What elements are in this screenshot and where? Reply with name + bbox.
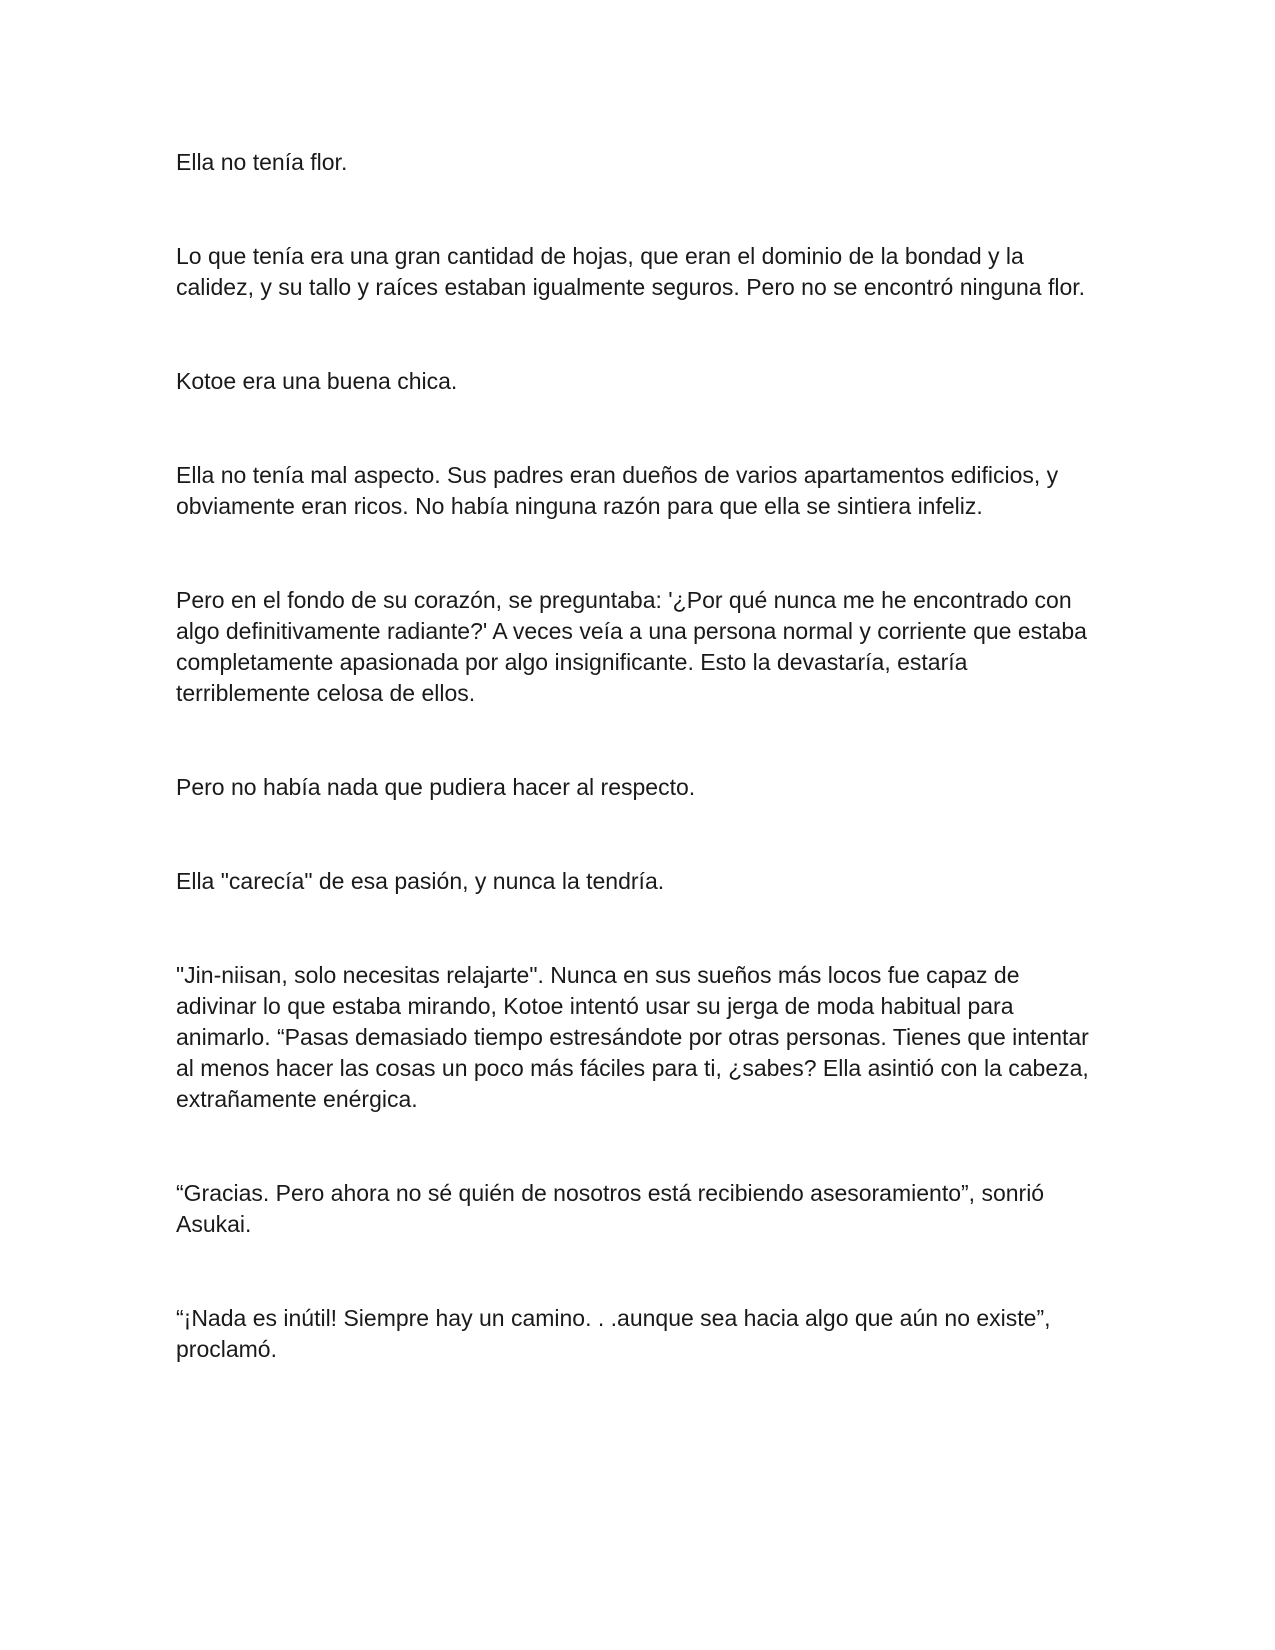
paragraph-5: Pero en el fondo de su corazón, se preguntaba: '¿Por qué nunca me he encontrado con algo definitivamente radiante?' A veces veía a una persona normal y corriente que estaba completamente apasionada por algo insignificante. Esto la devastaría, estaría terriblemente celosa de ellos. <box>176 587 1087 706</box>
paragraph-3: Kotoe era una buena chica. <box>176 368 458 394</box>
paragraph-8: "Jin-niisan, solo necesitas relajarte". Nunca en sus sueños más locos fue capaz de adivinar lo que estaba mirando, Kotoe intentó usar su jerga de moda habitual para animarlo. “Pasas demasiado tiempo estresándote por otras personas. Tienes que intentar al menos hacer las cosas un poco más fáciles para ti, ¿sabes? Ella asintió con la cabeza, extrañamente enérgica. <box>176 962 1089 1112</box>
paragraph-1: Ella no tenía flor. <box>176 149 348 175</box>
paragraph-4: Ella no tenía mal aspecto. Sus padres eran dueños de varios apartamentos edificios, y obviamente eran ricos. No había ninguna razón para que ella se sintiera infeliz. <box>176 462 1059 519</box>
paragraph-2: Lo que tenía era una gran cantidad de hojas, que eran el dominio de la bondad y la calidez, y su tallo y raíces estaban igualmente seguros. Pero no se encontró ninguna flor. <box>176 243 1086 300</box>
paragraph-9: “Gracias. Pero ahora no sé quién de nosotros está recibiendo asesoramiento”, sonrió Asukai. <box>176 1180 1045 1237</box>
paragraph-10: “¡Nada es inútil! Siempre hay un camino. . .aunque sea hacia algo que aún no existe”, proclamó. <box>176 1305 1051 1362</box>
paragraph-7: Ella "carecía" de esa pasión, y nunca la tendría. <box>176 868 665 894</box>
document-body <box>176 147 1106 1428</box>
paragraph-6: Pero no había nada que pudiera hacer al respecto. <box>176 774 696 800</box>
